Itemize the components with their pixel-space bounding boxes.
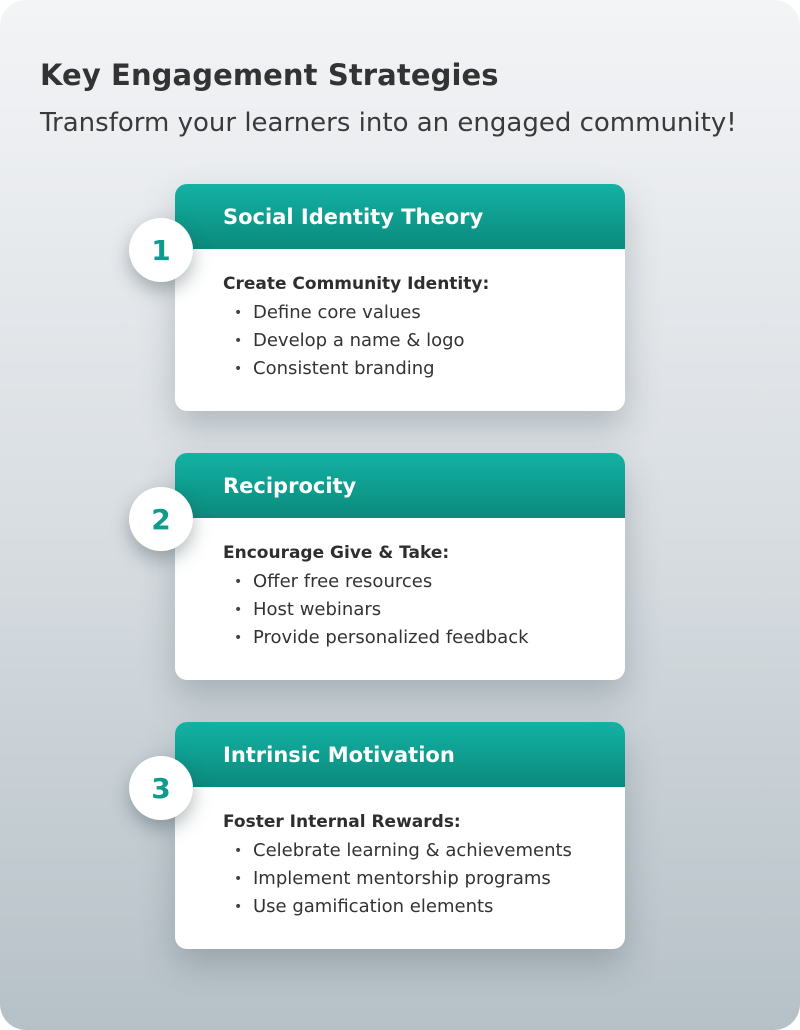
- bullet-icon: •: [234, 899, 243, 915]
- bullet-icon: •: [234, 843, 243, 859]
- strategy-card-header-1: [175, 184, 625, 249]
- strategy-subhead-2: Encourage Give & Take:: [223, 543, 450, 563]
- strategy-list-2: [223, 568, 605, 652]
- list-item: [223, 299, 605, 327]
- bullet-icon: •: [234, 871, 243, 887]
- list-item-text: Use gamification elements: [253, 896, 494, 917]
- step-number-1: 1: [151, 233, 171, 267]
- list-item: [223, 327, 605, 355]
- strategy-card-header-3: [175, 722, 625, 787]
- step-number-badge-3: [129, 756, 193, 820]
- list-item-text: Implement mentorship programs: [253, 868, 551, 889]
- strategy-title-3: Intrinsic Motivation: [223, 742, 455, 767]
- strategy-card-2: [175, 453, 625, 680]
- list-item: [223, 865, 605, 893]
- strategy-card-body-1: [175, 249, 625, 383]
- strategy-card-header-2: [175, 453, 625, 518]
- strategy-title-1: Social Identity Theory: [223, 204, 484, 229]
- list-item-text: Define core values: [253, 302, 421, 323]
- list-item-text: Host webinars: [253, 599, 382, 620]
- bullet-icon: •: [234, 361, 243, 377]
- list-item-text: Develop a name & logo: [253, 330, 465, 351]
- list-item: [223, 837, 605, 865]
- strategy-subhead-1: Create Community Identity:: [223, 274, 490, 294]
- list-item: [223, 624, 605, 652]
- strategy-list-1: [223, 299, 605, 383]
- list-item: [223, 568, 605, 596]
- list-item: [223, 596, 605, 624]
- page-subtitle: Transform your learners into an engaged community!: [40, 108, 737, 138]
- list-item: [223, 355, 605, 383]
- bullet-icon: •: [234, 574, 243, 590]
- step-number-3: 3: [151, 771, 171, 805]
- bullet-icon: •: [234, 602, 243, 618]
- strategy-card-1: [175, 184, 625, 411]
- list-item-text: Offer free resources: [253, 571, 433, 592]
- strategy-card-body-3: [175, 787, 625, 921]
- bullet-icon: •: [234, 333, 243, 349]
- strategy-subhead-3: Foster Internal Rewards:: [223, 812, 461, 832]
- strategy-list-3: [223, 837, 605, 921]
- strategy-card-body-2: [175, 518, 625, 652]
- step-number-badge-2: [129, 487, 193, 551]
- strategy-card-3: [175, 722, 625, 949]
- list-item-text: Provide personalized feedback: [253, 627, 529, 648]
- step-number-badge-1: [129, 218, 193, 282]
- list-item-text: Consistent branding: [253, 358, 435, 379]
- page-title: Key Engagement Strategies: [40, 58, 499, 92]
- bullet-icon: •: [234, 630, 243, 646]
- list-item: [223, 893, 605, 921]
- strategy-title-2: Reciprocity: [223, 473, 357, 498]
- list-item-text: Celebrate learning & achievements: [253, 840, 572, 861]
- bullet-icon: •: [234, 305, 243, 321]
- step-number-2: 2: [151, 502, 171, 536]
